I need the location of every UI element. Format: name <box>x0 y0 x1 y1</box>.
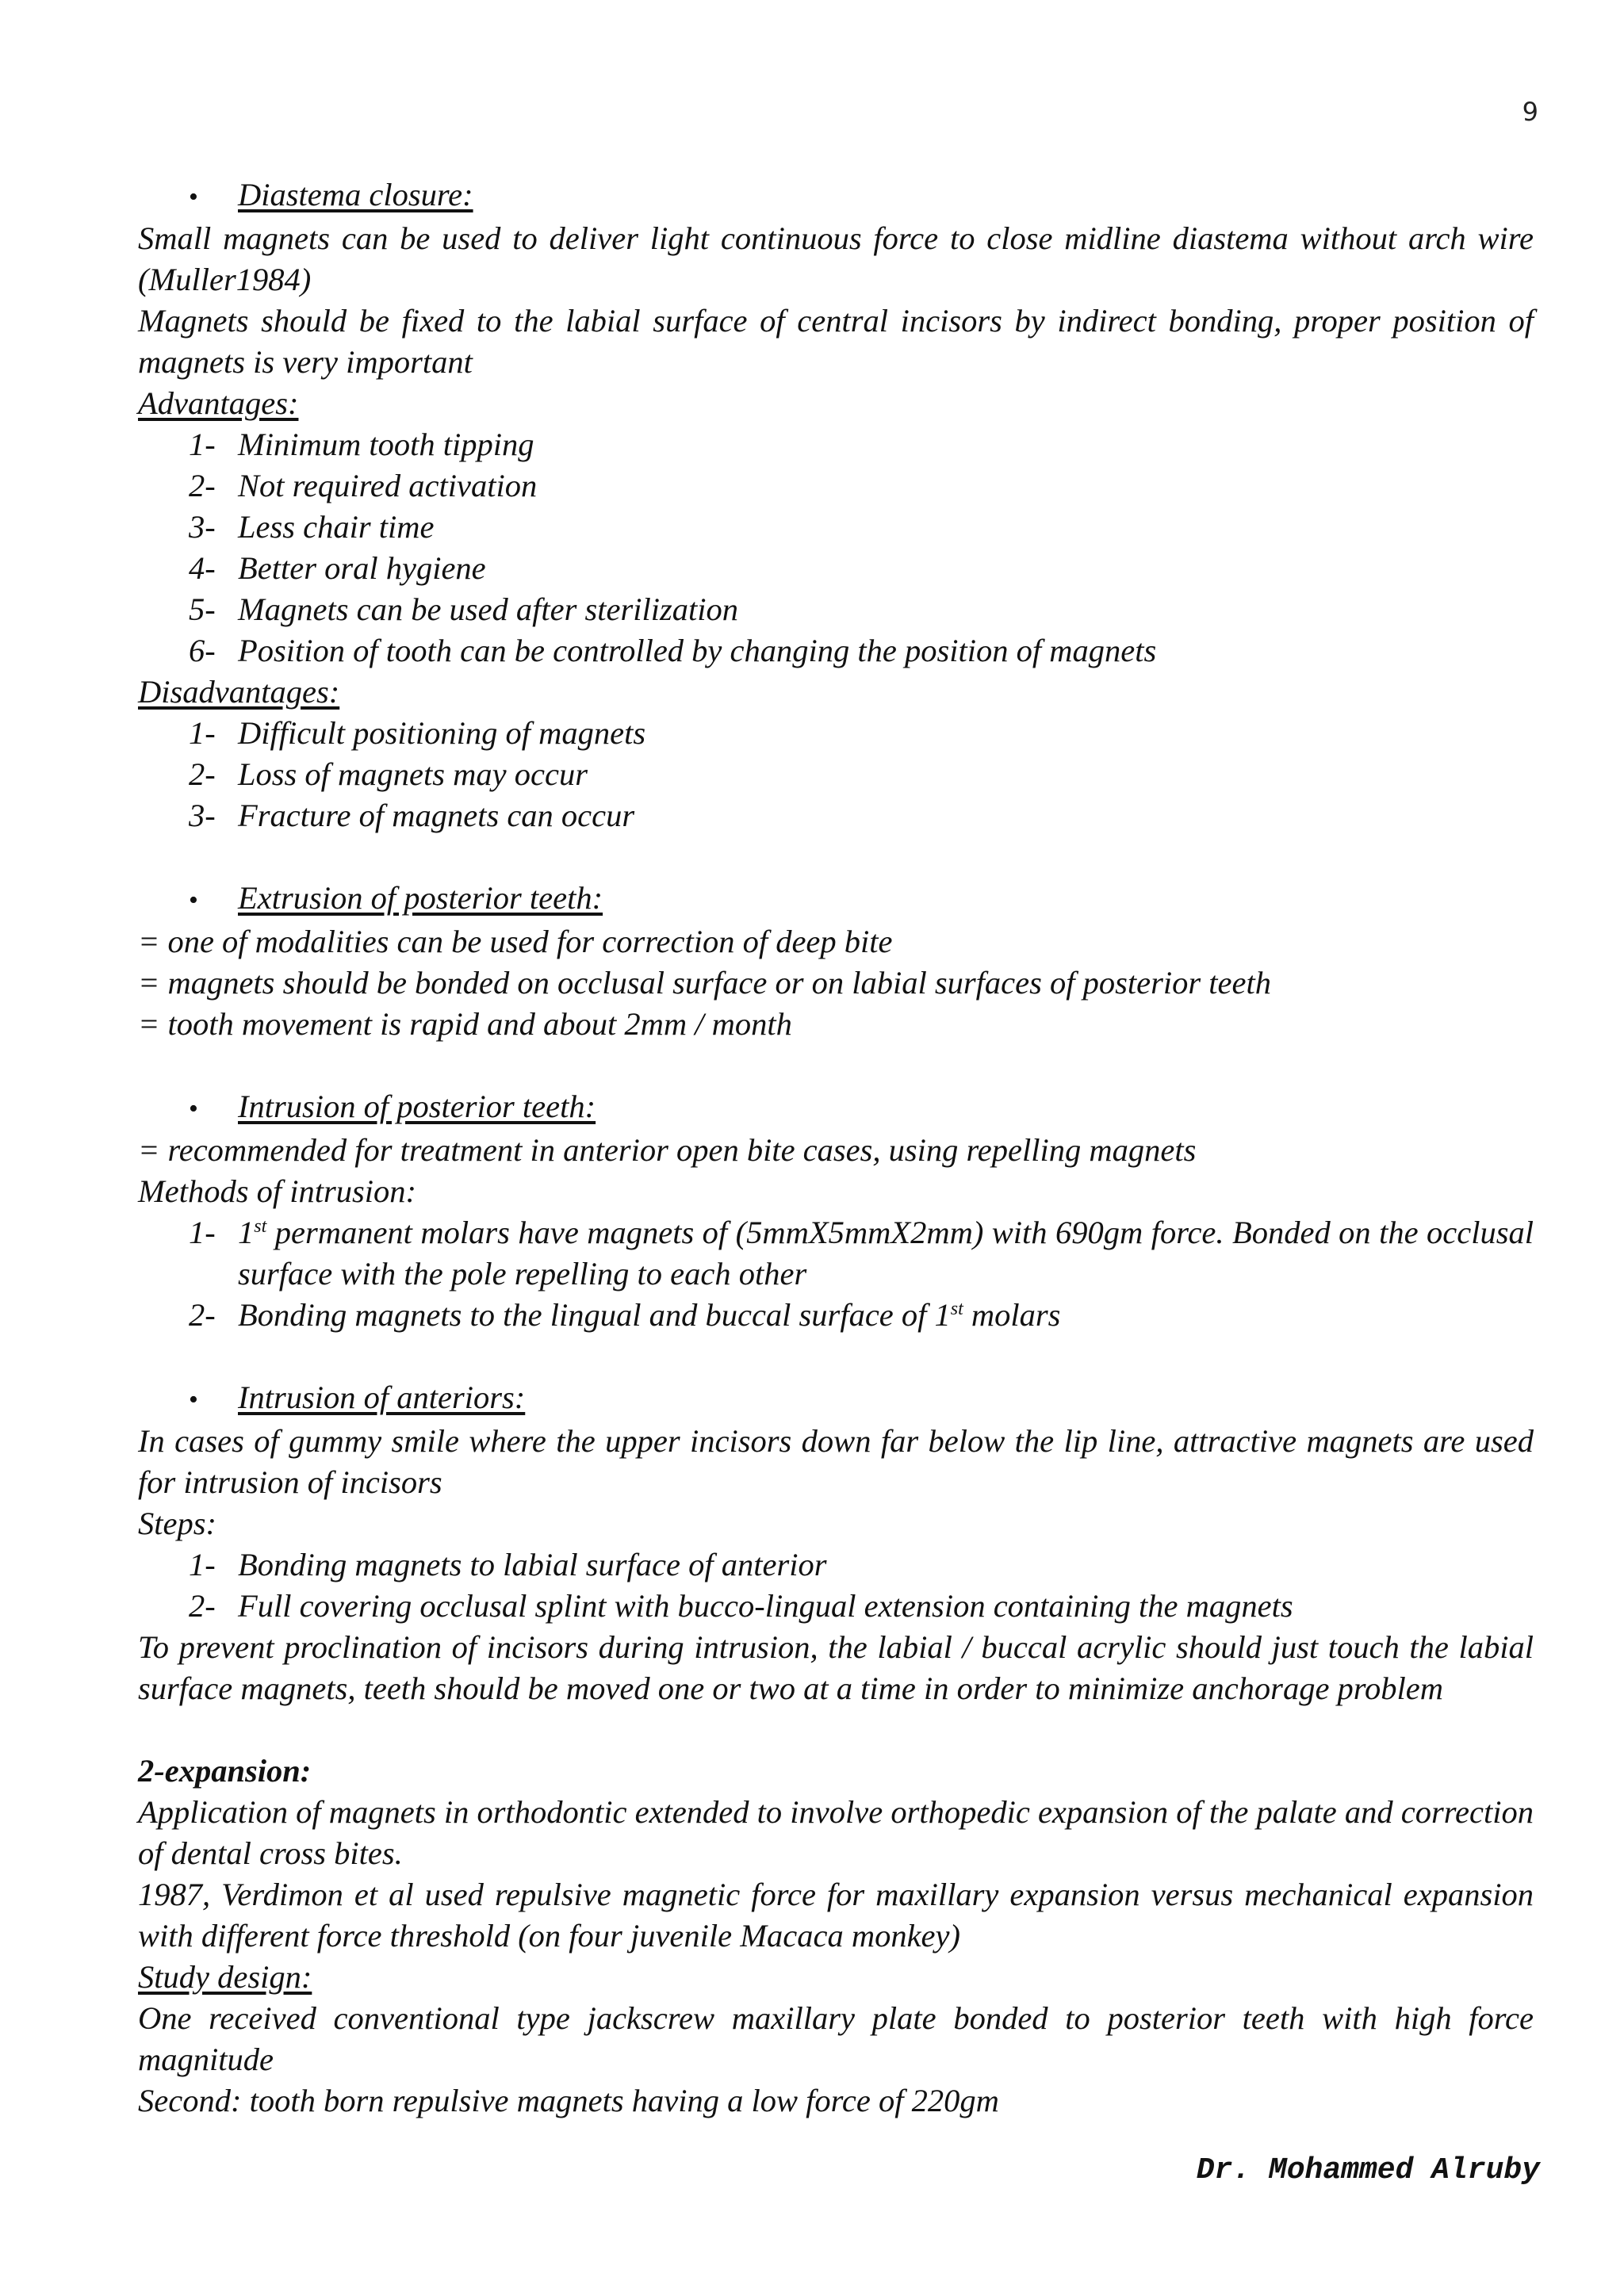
advantages-list <box>138 424 1534 672</box>
bullet-marker: • <box>189 886 198 915</box>
list-item: 1- Minimum tooth tipping <box>189 427 534 462</box>
paragraph: In cases of gummy smile where the upper incisors down far below the lip line, attractive magnets are used for intrusion of incisors <box>138 1423 1534 1500</box>
section-heading-diastema <box>189 174 1534 218</box>
section-heading-extrusion <box>189 878 1534 921</box>
disadvantages-label: Disadvantages: <box>138 674 340 710</box>
paragraph: 1987, Verdimon et al used repulsive magnetic force for maxillary expansion versus mechanical expansion with different force threshold (on four juvenile Macaca monkey) <box>138 1877 1534 1954</box>
paragraph: = tooth movement is rapid and about 2mm / month <box>138 1006 792 1042</box>
paragraph: = magnets should be bonded on occlusal surface or on labial surfaces of posterior teeth <box>138 965 1271 1001</box>
paragraph: Small magnets can be used to deliver light continuous force to close midline diastema without arch wire (Muller1984) <box>138 220 1534 297</box>
list-item: 4- Better oral hygiene <box>189 550 486 586</box>
paragraph: = recommended for treatment in anterior open bite cases, using repelling magnets <box>138 1132 1197 1168</box>
list-item: 5- Magnets can be used after sterilization <box>189 591 739 627</box>
methods-list <box>138 1212 1534 1336</box>
disadvantages-list <box>138 713 1534 836</box>
list-item: 3- Fracture of magnets can occur <box>189 798 635 833</box>
list-item: 6- Position of tooth can be controlled by changing the position of magnets <box>189 633 1157 668</box>
heading-text: Extrusion of posterior teeth: <box>238 880 603 916</box>
heading-text: Diastema closure: <box>238 177 473 212</box>
list-item: 1- 1st permanent molars have magnets of (5mmX5mmX2mm) with 690gm force. Bonded on the occlusal surface with the pole repelling to each other <box>189 1215 1534 1292</box>
section-heading-expansion: 2-expansion: <box>138 1753 312 1789</box>
advantages-label: Advantages: <box>138 385 299 421</box>
steps-label: Steps: <box>138 1506 216 1541</box>
spacer <box>138 1709 1534 1751</box>
spacer <box>138 1336 1534 1377</box>
list-item: 2- Bonding magnets to the lingual and buccal surface of 1st molars <box>189 1297 1061 1333</box>
bullet-marker: • <box>189 1094 198 1123</box>
spacer <box>138 836 1534 878</box>
section-heading-intrusion-anteriors <box>189 1377 1534 1421</box>
paragraph: One received conventional type jackscrew maxillary plate bonded to posterior teeth with high force magnitude <box>138 2000 1534 2077</box>
spacer <box>138 1045 1534 1086</box>
list-item: 2- Full covering occlusal splint with bucco-lingual extension containing the magnets <box>189 1588 1293 1624</box>
paragraph: = one of modalities can be used for correction of deep bite <box>138 924 893 959</box>
study-design-label: Study design: <box>138 1959 312 1995</box>
section-heading-intrusion-posterior <box>189 1086 1534 1130</box>
heading-text: Intrusion of anteriors: <box>238 1380 526 1415</box>
paragraph: Second: tooth born repulsive magnets having a low force of 220gm <box>138 2083 999 2118</box>
bullet-marker: • <box>189 182 198 212</box>
document-body <box>138 174 1534 2122</box>
page-number: 9 <box>1522 97 1538 127</box>
paragraph: To prevent proclination of incisors during intrusion, the labial / buccal acrylic should just touch the labial surface magnets, teeth should be moved one or two at a time in order to minimize anchorage problem <box>138 1629 1534 1706</box>
list-item: 2- Not required activation <box>189 468 538 503</box>
steps-list <box>138 1544 1534 1627</box>
methods-label: Methods of intrusion: <box>138 1173 416 1209</box>
paragraph: Magnets should be fixed to the labial surface of central incisors by indirect bonding, proper position of magnets is very important <box>138 303 1534 380</box>
bullet-marker: • <box>189 1385 198 1414</box>
list-item: 1- Difficult positioning of magnets <box>189 715 646 751</box>
list-item: 3- Less chair time <box>189 509 435 545</box>
author-footer: Dr. Mohammed Alruby <box>1196 2153 1540 2187</box>
heading-text: Intrusion of posterior teeth: <box>238 1089 596 1124</box>
list-item: 1- Bonding magnets to labial surface of anterior <box>189 1547 827 1582</box>
list-item: 2- Loss of magnets may occur <box>189 756 588 792</box>
paragraph: Application of magnets in orthodontic extended to involve orthopedic expansion of the palate and correction of dental cross bites. <box>138 1794 1534 1871</box>
